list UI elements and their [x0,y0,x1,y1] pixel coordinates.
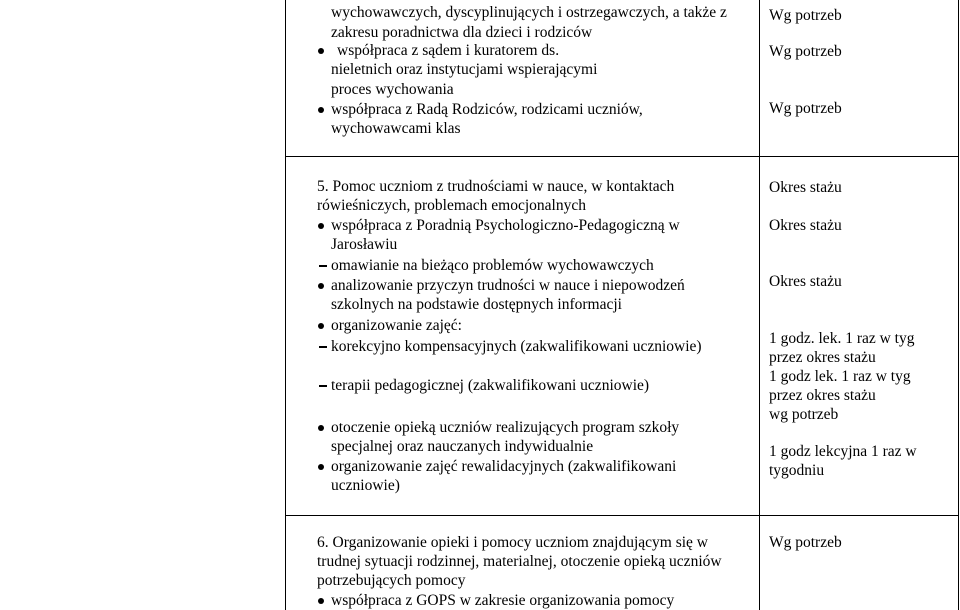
bullet-icon [318,425,324,431]
term-text: przez okres stażu [769,349,876,366]
term-text: wg potrzeb [769,406,839,423]
term-text: Okres stażu [769,179,842,196]
list-item-text: korekcyjno kompensacyjnych (zakwalifikowani uczniowie) [331,338,702,355]
term-text: Wg potrzeb [769,43,842,60]
list-item-text: współpraca z sądem i kuratorem ds. [337,42,560,59]
term-text: 1 godz lek. 1 raz w tyg [769,368,911,385]
list-item-text: otoczenie opieką uczniów realizujących program szkoły [331,419,680,436]
bullet-icon [318,464,324,470]
list-item-text: omawianie na bieżąco problemów wychowawczych [331,257,654,274]
term-text: przez okres stażu [769,387,876,404]
list-item-text: specjalnej oraz nauczanych indywidualnie [331,438,594,455]
list-item-text: organizowanie zajęć rewalidacyjnych (zakwalifikowani [331,458,677,475]
table-border-left [285,0,286,610]
list-item-text: terapii pedagogicznej (zakwalifikowani uczniowie) [331,377,650,394]
bullet-icon [318,283,324,289]
bullet-icon [318,323,324,329]
term-text: 1 godz lekcyjna 1 raz w [769,443,917,460]
term-text: Wg potrzeb [769,100,842,117]
section-heading: 5. Pomoc uczniom z trudnościami w nauce, w kontaktach [317,178,675,195]
list-item-text: nieletnich oraz instytucjami wspierającymi [331,61,598,78]
section-heading: 6. Organizowanie opieki i pomocy uczniom znajdującym się w [317,534,708,551]
list-item-text: uczniowie) [331,477,400,494]
row-divider [285,515,959,516]
bullet-icon [318,223,324,229]
list-item-text: współpraca z Radą Rodziców, rodzicami uczniów, [331,101,643,118]
list-item-text: współpraca z GOPS w zakresie organizowania pomocy [331,592,675,609]
column-divider [759,0,760,610]
list-item-text: wychowawcami klas [331,120,461,137]
list-item-text: potrzebujących pomocy [317,572,466,589]
dash-icon [319,385,327,387]
term-text: tygodniu [769,462,825,479]
dash-icon [319,346,327,348]
list-item-text: współpraca z Poradnią Psychologiczno-Pedagogiczną w [331,217,680,234]
list-item-text: szkolnych na podstawie dostępnych informacji [331,296,622,313]
term-text: Okres stażu [769,273,842,290]
dash-icon [319,265,327,267]
term-text: 1 godz. lek. 1 raz w tyg [769,330,915,347]
list-item-text: Jarosławiu [331,236,398,253]
term-text: Wg potrzeb [769,534,842,551]
list-item-text: wychowawczych, dyscyplinujących i ostrzegawczych, a także z [331,4,727,21]
list-item-text: zakresu poradnictwa dla dzieci i rodziców [331,24,593,41]
bullet-icon [318,107,324,113]
list-item-text: rówieśniczych, problemach emocjonalnych [317,197,586,214]
list-item-text: organizowanie zajęć: [331,317,462,334]
table-border-right [958,0,959,610]
list-item-text: proces wychowania [331,81,454,98]
bullet-icon [318,598,324,604]
term-text: Wg potrzeb [769,7,842,24]
list-item-text: analizowanie przyczyn trudności w nauce i niepowodzeń [331,277,685,294]
bullet-icon [318,48,324,54]
list-item-text: trudnej sytuacji rodzinnej, materialnej, otoczenie opieką uczniów [317,553,722,570]
row-divider [285,156,959,157]
term-text: Okres stażu [769,217,842,234]
